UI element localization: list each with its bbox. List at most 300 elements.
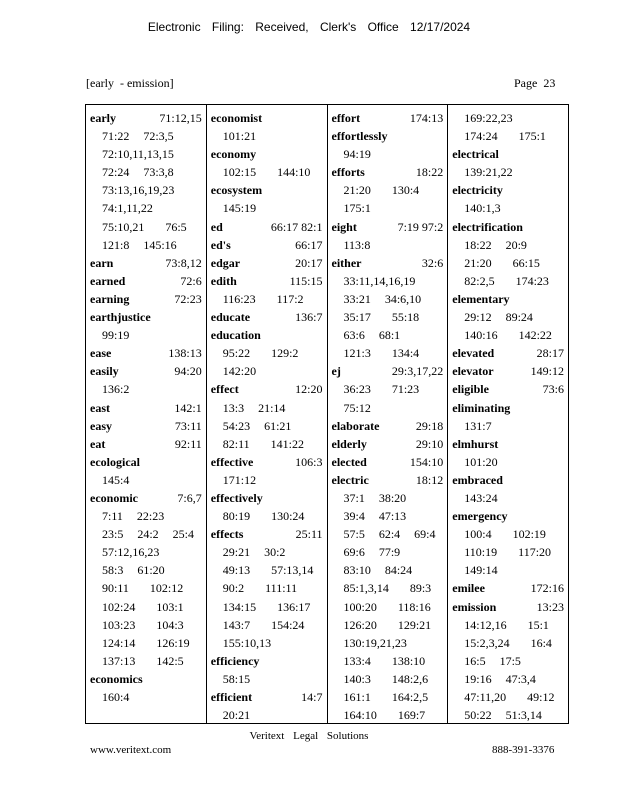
index-word: economics: [90, 671, 143, 686]
index-references: 95:22 129:2: [222, 346, 299, 361]
index-line: [90, 290, 202, 308]
index-references: 7:11 22:23: [102, 509, 165, 524]
index-references: 54:23 61:21: [222, 418, 292, 433]
index-references: 149:14: [464, 563, 498, 578]
index-references: 102:24 103:1: [102, 599, 184, 614]
index-line: [90, 344, 202, 362]
index-line: [452, 471, 564, 489]
index-references: 124:14 126:19: [102, 635, 190, 650]
index-line: [452, 181, 564, 199]
index-line: [211, 127, 323, 145]
index-line: [332, 326, 444, 344]
index-references: 154:10: [409, 454, 444, 469]
index-line: [211, 109, 323, 127]
index-line: [332, 380, 444, 398]
index-references: 140:16 142:22: [464, 328, 552, 343]
index-references: 33:11,14,16,19: [343, 273, 416, 288]
index-line: [332, 688, 444, 706]
index-references: 29:3,17,22: [391, 364, 444, 379]
index-line: [332, 706, 444, 723]
index-line: [332, 272, 444, 290]
index-line: [452, 670, 564, 688]
index-line: [332, 163, 444, 181]
index-word: easily: [90, 364, 119, 379]
index-word: ej: [331, 364, 341, 379]
index-line: [332, 634, 444, 652]
index-line: [90, 652, 202, 670]
index-line: [90, 181, 202, 199]
index-line: [332, 652, 444, 670]
index-line: [90, 579, 202, 597]
index-references: 121:8 145:16: [102, 237, 177, 252]
index-line: [332, 543, 444, 561]
index-line: [452, 236, 564, 254]
index-word: effort: [331, 111, 361, 125]
index-references: 18:12: [415, 472, 444, 487]
filing-header: Electronic Filing: Received, Clerk's Office 12/17/2024: [147, 20, 471, 34]
index-line: [211, 199, 323, 217]
index-line: [452, 308, 564, 326]
index-line: [332, 127, 444, 145]
index-line: [452, 344, 564, 362]
index-line: [332, 109, 444, 127]
index-references: 66:17 82:1: [270, 219, 323, 234]
index-references: 174:13: [409, 111, 444, 125]
index-line: [452, 380, 564, 398]
index-word: either: [331, 255, 362, 270]
index-line: [452, 561, 564, 579]
index-references: 101:21: [222, 129, 257, 144]
index-references: 75:12: [343, 400, 371, 415]
index-line: [90, 489, 202, 507]
index-references: 82:11 141:22: [222, 436, 304, 451]
index-references: 145:4: [102, 472, 130, 487]
index-references: 90:2 111:11: [222, 581, 298, 596]
index-references: 29:18: [415, 418, 444, 433]
index-word: ease: [90, 346, 112, 361]
index-references: 72:24 73:3,8: [102, 165, 174, 180]
index-references: 50:22 51:3,14: [464, 708, 542, 723]
index-line: [211, 634, 323, 652]
index-references: 94:19: [343, 147, 371, 162]
index-references: 16:5 17:5: [464, 653, 521, 668]
index-word: electricity: [452, 183, 503, 198]
index-line: [90, 254, 202, 272]
index-references: 23:5 24:2 25:4: [102, 527, 195, 542]
index-references: 100:20 118:16: [343, 599, 431, 614]
index-references: 100:4 102:19: [464, 527, 546, 542]
index-references: 130:19,21,23: [343, 635, 407, 650]
index-references: 72:6: [180, 273, 202, 288]
index-word: eat: [90, 436, 106, 451]
index-word: elderly: [331, 436, 367, 451]
index-line: [332, 145, 444, 163]
index-line: [211, 471, 323, 489]
index-word: effortlessly: [331, 129, 388, 144]
index-references: 169:22,23: [464, 111, 513, 125]
index-word: efficiency: [210, 653, 260, 668]
index-word: efficient: [210, 690, 253, 704]
index-line: [452, 525, 564, 543]
index-references: 18:22 20:9: [464, 237, 527, 252]
index-line: [90, 471, 202, 489]
index-references: 174:24 175:1: [464, 129, 546, 144]
index-line: [332, 453, 444, 471]
index-line: [211, 236, 323, 254]
index-line: [452, 453, 564, 471]
index-references: 126:20 129:21: [343, 617, 432, 632]
index-word: ed: [210, 219, 223, 234]
index-line: [452, 489, 564, 507]
index-references: 140:1,3: [464, 201, 501, 216]
index-word: effects: [210, 527, 244, 542]
index-references: 175:1: [343, 201, 371, 216]
index-line: [211, 272, 323, 290]
footer-phone: 888-391-3376: [492, 744, 555, 756]
index-references: 113:8: [343, 237, 371, 252]
index-line: [452, 399, 564, 417]
index-word: effective: [210, 454, 254, 469]
index-line: [332, 254, 444, 272]
index-word: economy: [210, 147, 257, 162]
index-references: 136:2: [102, 382, 130, 397]
index-word: emilee: [452, 581, 485, 596]
index-references: 57:5 62:4 69:4: [343, 527, 436, 542]
index-references: 90:11 102:12: [102, 581, 184, 596]
index-word: edgar: [210, 255, 241, 270]
index-word: emergency: [452, 509, 508, 524]
index-references: 110:19 117:20: [464, 545, 552, 560]
index-references: 73:13,16,19,23: [102, 183, 175, 198]
index-references: 133:4 138:10: [343, 653, 426, 668]
index-line: [90, 236, 202, 254]
index-line: [211, 380, 323, 398]
index-line: [332, 417, 444, 435]
index-references: 171:12: [222, 472, 257, 487]
index-references: 36:23 71:23: [343, 382, 420, 397]
index-references: 33:21 34:6,10: [343, 291, 422, 306]
index-line: [332, 471, 444, 489]
index-references: 164:10 169:7: [343, 708, 426, 723]
index-column-4: [448, 105, 568, 723]
index-references: 21:20 130:4: [343, 183, 420, 198]
index-references: 145:19: [222, 201, 257, 216]
index-line: [211, 399, 323, 417]
index-line: [211, 616, 323, 634]
word-index-table: [85, 104, 569, 724]
index-references: 142:20: [222, 364, 257, 379]
footer-website: www.veritext.com: [90, 744, 172, 756]
index-line: [452, 109, 564, 127]
index-line: [332, 670, 444, 688]
index-line: [211, 453, 323, 471]
index-references: 72:10,11,13,15: [102, 147, 174, 162]
index-line: [211, 163, 323, 181]
index-line: [90, 109, 202, 127]
index-line: [452, 598, 564, 616]
index-references: 73:6: [542, 382, 564, 397]
index-word: edith: [210, 273, 237, 288]
index-line: [452, 652, 564, 670]
index-line: [90, 362, 202, 380]
index-references: 58:3 61:20: [102, 563, 165, 578]
index-references: 72:23: [174, 291, 202, 306]
index-references: 66:17: [295, 237, 323, 252]
index-references: 83:10 84:24: [343, 563, 413, 578]
index-line: [452, 272, 564, 290]
index-line: [452, 290, 564, 308]
index-word: earthjustice: [90, 310, 151, 325]
index-references: 37:1 38:20: [343, 490, 407, 505]
index-references: 137:13 142:5: [102, 653, 184, 668]
index-references: 140:3 148:2,6: [343, 671, 429, 686]
index-line: [452, 616, 564, 634]
index-line: [332, 218, 444, 236]
index-references: 14:12,16 15:1: [464, 617, 549, 632]
index-references: 99:19: [102, 328, 130, 343]
index-line: [332, 199, 444, 217]
index-references: 143:24: [464, 490, 498, 505]
index-word: elevated: [452, 346, 495, 361]
index-word: ecological: [90, 454, 140, 469]
footer-company: Veritext Legal Solutions: [249, 730, 369, 742]
index-references: 15:2,3,24 16:4: [464, 635, 552, 650]
index-line: [90, 272, 202, 290]
index-line: [332, 561, 444, 579]
index-references: 57:12,16,23: [102, 545, 160, 560]
index-references: 20:17: [295, 255, 323, 270]
index-word: eligible: [452, 382, 489, 397]
index-references: 155:10,13: [222, 635, 272, 650]
index-references: 80:19 130:24: [222, 509, 305, 524]
index-range: [early - emission]: [86, 76, 174, 90]
index-line: [90, 199, 202, 217]
index-references: 13:23: [536, 599, 564, 614]
index-line: [332, 525, 444, 543]
index-references: 106:3: [295, 454, 323, 469]
index-line: [90, 616, 202, 634]
index-line: [332, 236, 444, 254]
index-column-1: [86, 105, 207, 723]
index-word: early: [90, 111, 116, 125]
index-line: [90, 326, 202, 344]
index-references: 75:10,21 76:5: [102, 219, 187, 234]
index-line: [90, 525, 202, 543]
index-references: 103:23 104:3: [102, 617, 184, 632]
index-line: [211, 688, 323, 706]
page-number: Page 23: [514, 76, 556, 90]
index-line: [452, 254, 564, 272]
index-line: [211, 489, 323, 507]
index-word: electrification: [452, 219, 523, 234]
index-line: [452, 507, 564, 525]
index-line: [452, 435, 564, 453]
index-word: ecosystem: [210, 183, 263, 198]
index-word: elementary: [452, 291, 510, 306]
index-references: 29:12 89:24: [464, 310, 533, 325]
index-line: [211, 706, 323, 723]
index-word: effectively: [210, 490, 263, 505]
index-references: 139:21,22: [464, 165, 513, 180]
index-references: 131:7: [464, 418, 492, 433]
index-references: 35:17 55:18: [343, 310, 420, 325]
index-references: 172:16: [530, 581, 564, 596]
index-references: 116:23 117:2: [222, 291, 304, 306]
index-references: 134:15 136:17: [222, 599, 311, 614]
index-line: [452, 326, 564, 344]
index-column-3: [328, 105, 449, 723]
index-line: [452, 127, 564, 145]
index-references: 47:11,20 49:12: [464, 690, 555, 704]
index-references: 18:22: [415, 165, 444, 180]
index-references: 71:12,15: [159, 111, 202, 125]
index-word: earned: [90, 273, 126, 288]
index-line: [211, 344, 323, 362]
index-line: [452, 218, 564, 236]
index-line: [90, 670, 202, 688]
index-word: elaborate: [331, 418, 380, 433]
index-references: 7:19 97:2: [397, 219, 444, 234]
index-references: 82:2,5 174:23: [464, 273, 549, 288]
index-references: 20:21: [222, 708, 251, 723]
index-line: [211, 308, 323, 326]
index-line: [90, 163, 202, 181]
index-references: 161:1 164:2,5: [343, 690, 429, 704]
index-line: [90, 435, 202, 453]
index-references: 63:6 68:1: [343, 328, 401, 343]
index-references: 73:11: [174, 418, 202, 433]
index-references: 13:3 21:14: [222, 400, 286, 415]
index-line: [211, 145, 323, 163]
index-line: [90, 145, 202, 163]
index-references: 29:10: [415, 436, 444, 451]
index-line: [211, 290, 323, 308]
index-word: eliminating: [452, 400, 511, 415]
index-word: economist: [210, 111, 263, 125]
index-references: 29:21 30:2: [222, 545, 286, 560]
index-word: eight: [331, 219, 357, 234]
index-references: 39:4 47:13: [343, 509, 407, 524]
index-references: 49:13 57:13,14: [222, 563, 314, 578]
index-word: ed's: [210, 237, 231, 252]
index-line: [211, 507, 323, 525]
index-line: [90, 380, 202, 398]
index-line: [211, 525, 323, 543]
index-references: 160:4: [102, 690, 130, 704]
index-line: [211, 598, 323, 616]
index-line: [90, 688, 202, 706]
index-line: [452, 634, 564, 652]
index-word: easy: [90, 418, 112, 433]
index-line: [332, 598, 444, 616]
index-line: [452, 579, 564, 597]
index-references: 101:20: [464, 454, 498, 469]
index-references: 12:20: [295, 382, 323, 397]
index-column-2: [207, 105, 328, 723]
index-line: [211, 326, 323, 344]
index-line: [90, 399, 202, 417]
index-references: 138:13: [168, 346, 202, 361]
index-word: elevator: [452, 364, 494, 379]
index-line: [211, 579, 323, 597]
index-references: 19:16 47:3,4: [464, 671, 536, 686]
index-line: [90, 308, 202, 326]
index-references: 74:1,11,22: [102, 201, 153, 216]
index-word: embraced: [452, 472, 503, 487]
index-line: [452, 362, 564, 380]
index-references: 143:7 154:24: [222, 617, 305, 632]
index-line: [90, 218, 202, 236]
index-line: [211, 218, 323, 236]
index-references: 121:3 134:4: [343, 346, 420, 361]
index-line: [332, 435, 444, 453]
index-line: [211, 435, 323, 453]
index-line: [211, 254, 323, 272]
index-line: [452, 145, 564, 163]
index-references: 14:7: [301, 690, 323, 704]
index-word: elected: [331, 454, 367, 469]
index-references: 32:6: [421, 255, 444, 270]
index-line: [332, 507, 444, 525]
index-line: [452, 688, 564, 706]
index-line: [90, 634, 202, 652]
index-line: [332, 489, 444, 507]
index-line: [90, 561, 202, 579]
index-line: [90, 543, 202, 561]
index-word: economic: [90, 490, 138, 505]
index-references: 73:8,12: [165, 255, 202, 270]
index-references: 21:20 66:15: [464, 255, 540, 270]
index-line: [211, 561, 323, 579]
index-line: [452, 543, 564, 561]
index-line: [332, 579, 444, 597]
index-references: 25:11: [295, 527, 323, 542]
index-line: [452, 417, 564, 435]
index-references: 115:15: [289, 273, 323, 288]
index-references: 142:1: [174, 400, 202, 415]
index-references: 69:6 77:9: [343, 545, 401, 560]
index-line: [332, 308, 444, 326]
index-line: [452, 706, 564, 723]
index-line: [90, 417, 202, 435]
index-line: [90, 453, 202, 471]
index-line: [211, 543, 323, 561]
index-word: elmhurst: [452, 436, 499, 451]
index-references: 28:17: [536, 346, 564, 361]
index-line: [332, 616, 444, 634]
index-word: electrical: [452, 147, 499, 162]
index-line: [211, 652, 323, 670]
index-word: emission: [452, 599, 497, 614]
index-word: east: [90, 400, 110, 415]
index-word: education: [210, 328, 261, 343]
index-line: [90, 507, 202, 525]
index-references: 94:20: [174, 364, 202, 379]
index-line: [332, 181, 444, 199]
index-line: [332, 344, 444, 362]
index-line: [332, 290, 444, 308]
index-line: [211, 362, 323, 380]
index-line: [90, 598, 202, 616]
index-word: electric: [331, 472, 369, 487]
index-line: [452, 163, 564, 181]
index-line: [452, 199, 564, 217]
index-word: effect: [210, 382, 239, 397]
index-references: 136:7: [295, 310, 323, 325]
index-line: [211, 670, 323, 688]
index-word: educate: [210, 310, 251, 325]
index-word: earn: [90, 255, 114, 270]
